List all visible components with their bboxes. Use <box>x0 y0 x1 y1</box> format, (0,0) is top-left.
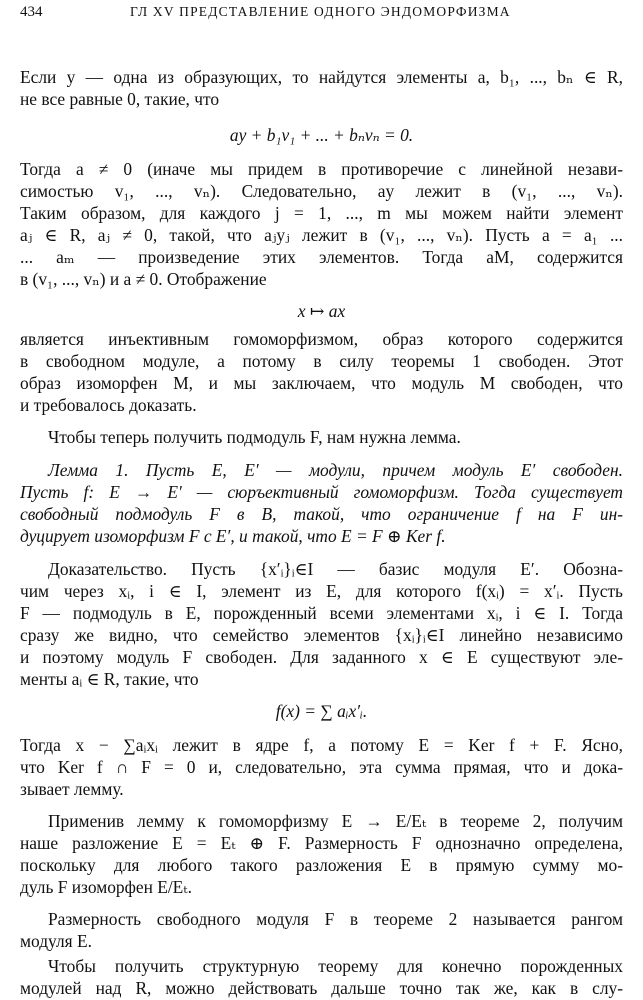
text-line: наше разложение E = Eₜ ⊕ F. Размерность F однозначно определена, <box>20 833 623 853</box>
lemma-line: дуцирует изоморфизм F с E′, и такой, что E = F ⊕ Ker f. <box>20 526 446 546</box>
text-line: чим через xᵢ, i ∈ I, элемент из E, для которого f(xᵢ) = x′ᵢ. Пусть <box>20 581 623 601</box>
page-number: 434 <box>20 4 43 20</box>
text-line: модулей над R, можно действовать дальше точно так же, как в слу- <box>20 978 623 998</box>
text-line: aⱼ ∈ R, aⱼ ≠ 0, такой, что aⱼyⱼ лежит в (v₁, ..., vₙ). Пусть a = a₁ ... <box>20 225 623 245</box>
lemma-line: Лемма 1. Пусть E, E′ — модули, причем модуль E′ свободен. <box>48 460 623 480</box>
text-line: менты aᵢ ∈ R, такие, что <box>20 669 199 689</box>
text-line: симостью v₁, ..., vₙ). Следовательно, ay лежит в (v₁, ..., vₙ). <box>20 181 623 201</box>
text-line: ... aₘ — произведение этих элементов. Тогда aM, содержится <box>20 247 623 267</box>
text-line: в (v₁, ..., vₙ) и a ≠ 0. Отображение <box>20 269 267 289</box>
text-line: Тогда x − ∑aᵢxᵢ лежит в ядре f, а потому E = Ker f + F. Ясно, <box>20 735 623 755</box>
text-line: не все равные 0, такие, что <box>20 89 220 109</box>
text-line: и требовалось доказать. <box>20 395 197 415</box>
text-line: поскольку для любого такого разложения E в прямую сумму мо- <box>20 855 623 875</box>
page-header <box>20 4 623 28</box>
text-line: и поэтому модуль F свободен. Для заданного x ∈ E существуют эле- <box>20 647 623 667</box>
text-line: зывает лемму. <box>20 779 124 799</box>
equation: ay + b₁v₁ + ... + bₙvₙ = 0. <box>229 125 414 145</box>
text-line: Размерность свободного модуля F в теореме 2 называется рангом <box>48 909 623 929</box>
text-line: модуля E. <box>20 931 92 951</box>
text-line: сразу же видно, что семейство элементов {xᵢ}ᵢ∈I линейно независимо <box>20 625 623 645</box>
text-line: в свободном модуле, а потому в силу теоремы 1 свободен. Этот <box>20 351 623 371</box>
equation: f(x) = ∑ aᵢx′ᵢ. <box>275 701 368 721</box>
text-line: Чтобы теперь получить подмодуль F, нам нужна лемма. <box>48 427 461 447</box>
lemma-line: Пусть f: E → E′ — сюръективный гомоморфизм. Тогда существует <box>20 482 623 502</box>
text-line: Применив лемму к гомоморфизму E → E/Eₜ в теореме 2, получим <box>48 811 623 831</box>
text-line: Чтобы получить структурную теорему для конечно порожденных <box>48 956 623 976</box>
equation: x ↦ ax <box>297 301 346 321</box>
text-line: Доказательство. Пусть {x′ᵢ}ᵢ∈I — базис модуля E′. Обозна- <box>48 559 623 579</box>
text-line: Если y — одна из образующих, то найдутся элементы a, b₁, ..., bₙ ∈ R, <box>20 67 623 87</box>
text-line: Таким образом, для каждого j = 1, ..., m мы можем найти элемент <box>20 203 623 223</box>
lemma-line: свободный подмодуль F в B, такой, что ограничение f на F ин- <box>20 504 623 524</box>
text-line: что Ker f ∩ F = 0 и, следовательно, эта сумма прямая, что и дока- <box>20 757 623 777</box>
text-line: дуль F изоморфен E/Eₜ. <box>20 877 192 897</box>
text-line: F — подмодуль в E, порожденный всеми элементами xᵢ, i ∈ I. Тогда <box>20 603 623 623</box>
text-line: образ изоморфен M, и мы заключаем, что модуль M свободен, что <box>20 373 623 393</box>
text-line: является инъективным гомоморфизмом, образ которого содержится <box>20 329 623 349</box>
text-line: Тогда a ≠ 0 (иначе мы придем в противоречие с линейной незави- <box>20 159 623 179</box>
running-head: ГЛ XV ПРЕДСТАВЛЕНИЕ ОДНОГО ЭНДОМОРФИЗМА <box>130 4 511 19</box>
